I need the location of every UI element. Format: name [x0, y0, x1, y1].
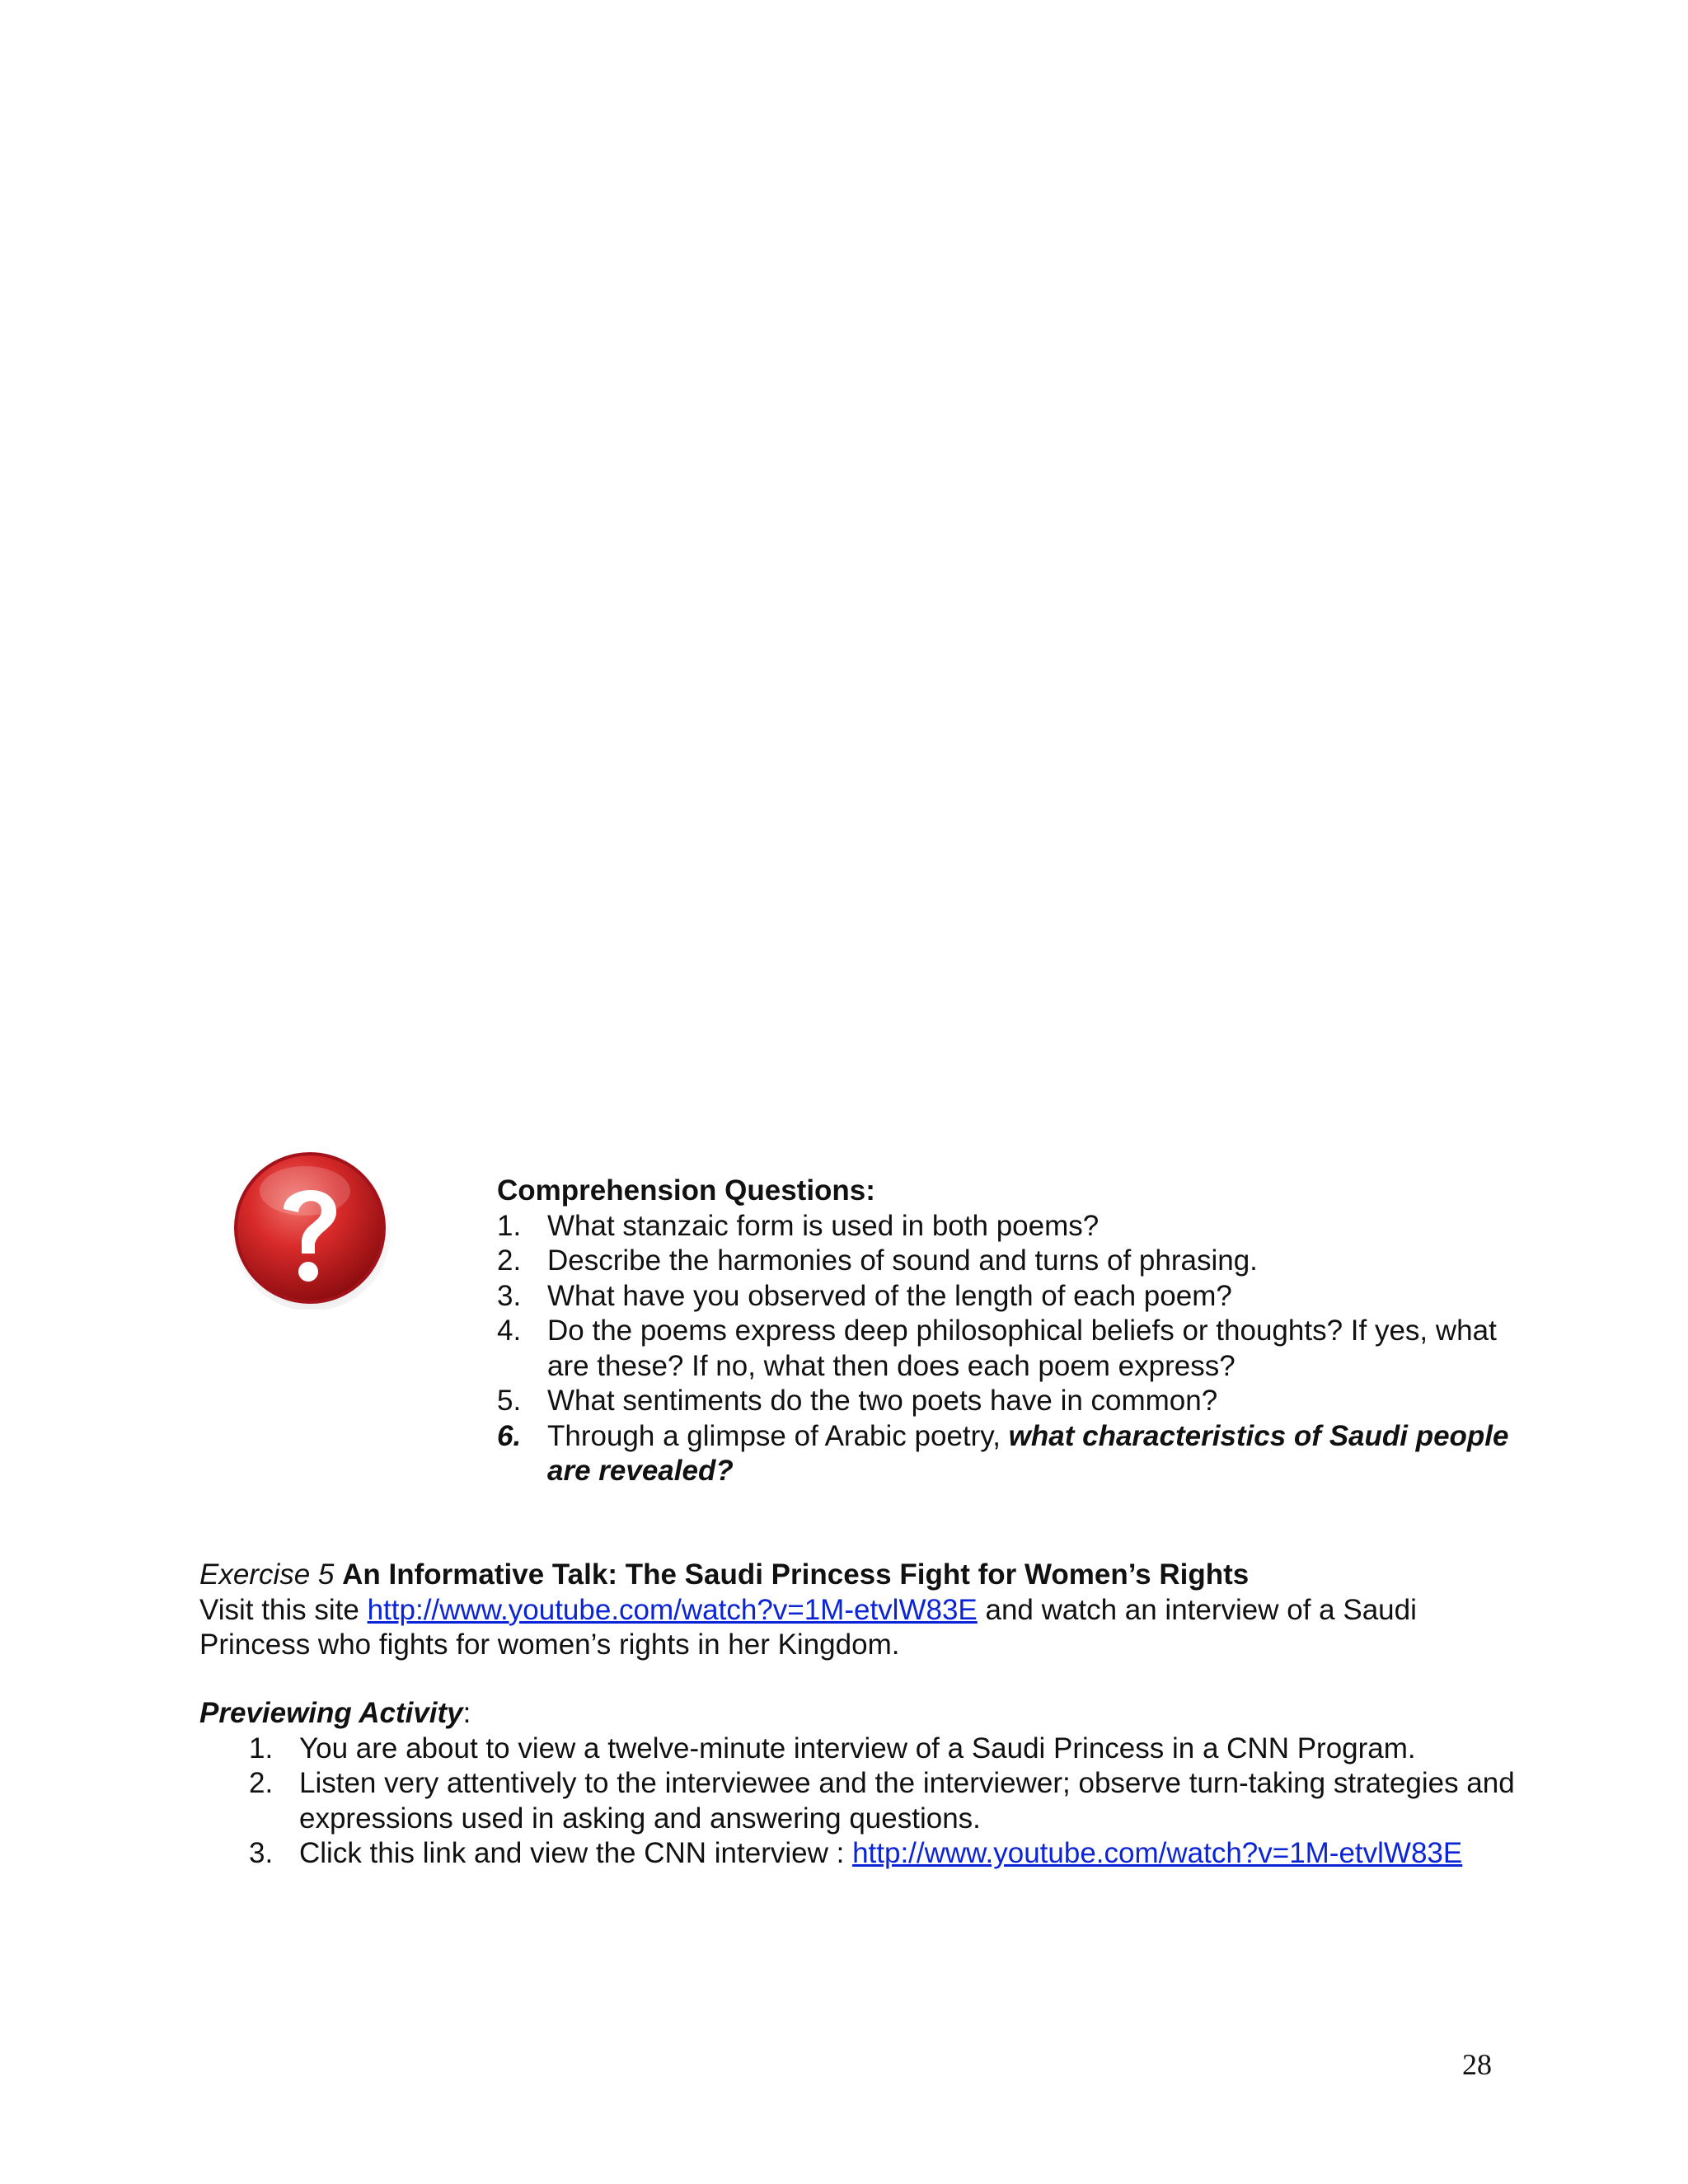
exercise-label: Exercise 5 — [199, 1558, 335, 1591]
visit-prefix: Visit this site — [199, 1593, 368, 1626]
previewing-heading — [199, 1696, 1535, 1732]
activity-text: You are about to view a twelve-minute interview of a Saudi Princess in a CNN Program. — [299, 1732, 1416, 1765]
previewing-colon: : — [462, 1697, 471, 1729]
exercise-5 — [199, 1558, 1535, 1663]
question-mark-icon — [229, 1148, 391, 1310]
list-item — [497, 1209, 1511, 1244]
list-item — [497, 1314, 1511, 1384]
question-text: Through a glimpse of Arabic poetry, — [547, 1419, 1009, 1452]
list-item — [497, 1279, 1511, 1315]
list-item — [249, 1732, 1535, 1767]
previewing-list — [249, 1732, 1535, 1872]
list-number: 3. — [249, 1837, 274, 1869]
previewing-activity — [199, 1696, 1535, 1872]
youtube-link[interactable]: http://www.youtube.com/watch?v=1M-etvlW83E — [367, 1593, 978, 1626]
exercise-instructions — [199, 1593, 1535, 1663]
visit-suffix: and watch an interview of a Saudi Princess who fights for women’s rights in her Kingdom. — [199, 1593, 1417, 1661]
list-item — [249, 1836, 1535, 1872]
activity-text: Click this link and view the CNN interview : — [299, 1837, 853, 1869]
list-item — [497, 1244, 1511, 1279]
list-number: 3. — [497, 1279, 522, 1312]
question-text: Describe the harmonies of sound and turns of phrasing. — [547, 1244, 1258, 1277]
list-number: 4. — [497, 1315, 522, 1347]
list-number: 2. — [497, 1244, 522, 1277]
comprehension-list — [497, 1209, 1511, 1489]
cnn-interview-link[interactable]: http://www.youtube.com/watch?v=1M-etvlW83E — [852, 1837, 1463, 1869]
exercise-title: An Informative Talk: The Saudi Princess Fight for Women’s Rights — [342, 1558, 1250, 1591]
exercise-heading — [199, 1558, 1535, 1593]
question-emphasis: what characteristics of Saudi people are revealed? — [547, 1419, 1509, 1487]
list-number: 1. — [497, 1209, 522, 1242]
list-number: 6. — [497, 1419, 522, 1452]
comprehension-questions — [497, 1174, 1511, 1489]
question-text: Do the poems express deep philosophical beliefs or thoughts? If yes, what are these? If no, what then does each poem express? — [547, 1315, 1497, 1382]
question-text: What stanzaic form is used in both poems? — [547, 1209, 1100, 1242]
page-number: 28 — [1462, 2048, 1492, 2081]
comprehension-heading: Comprehension Questions: — [497, 1174, 875, 1207]
list-item — [249, 1766, 1535, 1836]
list-number: 1. — [249, 1732, 274, 1765]
previewing-title: Previewing Activity — [199, 1697, 463, 1729]
list-item — [497, 1419, 1511, 1489]
list-number: 5. — [497, 1385, 522, 1417]
list-number: 2. — [249, 1767, 274, 1799]
list-item — [497, 1384, 1511, 1419]
question-text: What sentiments do the two poets have in common? — [547, 1385, 1218, 1417]
question-text: What have you observed of the length of each poem? — [547, 1279, 1232, 1312]
activity-text: Listen very attentively to the interviewee and the interviewer; observe turn-taking strategies and expressions used in asking and answering questions. — [299, 1767, 1515, 1835]
